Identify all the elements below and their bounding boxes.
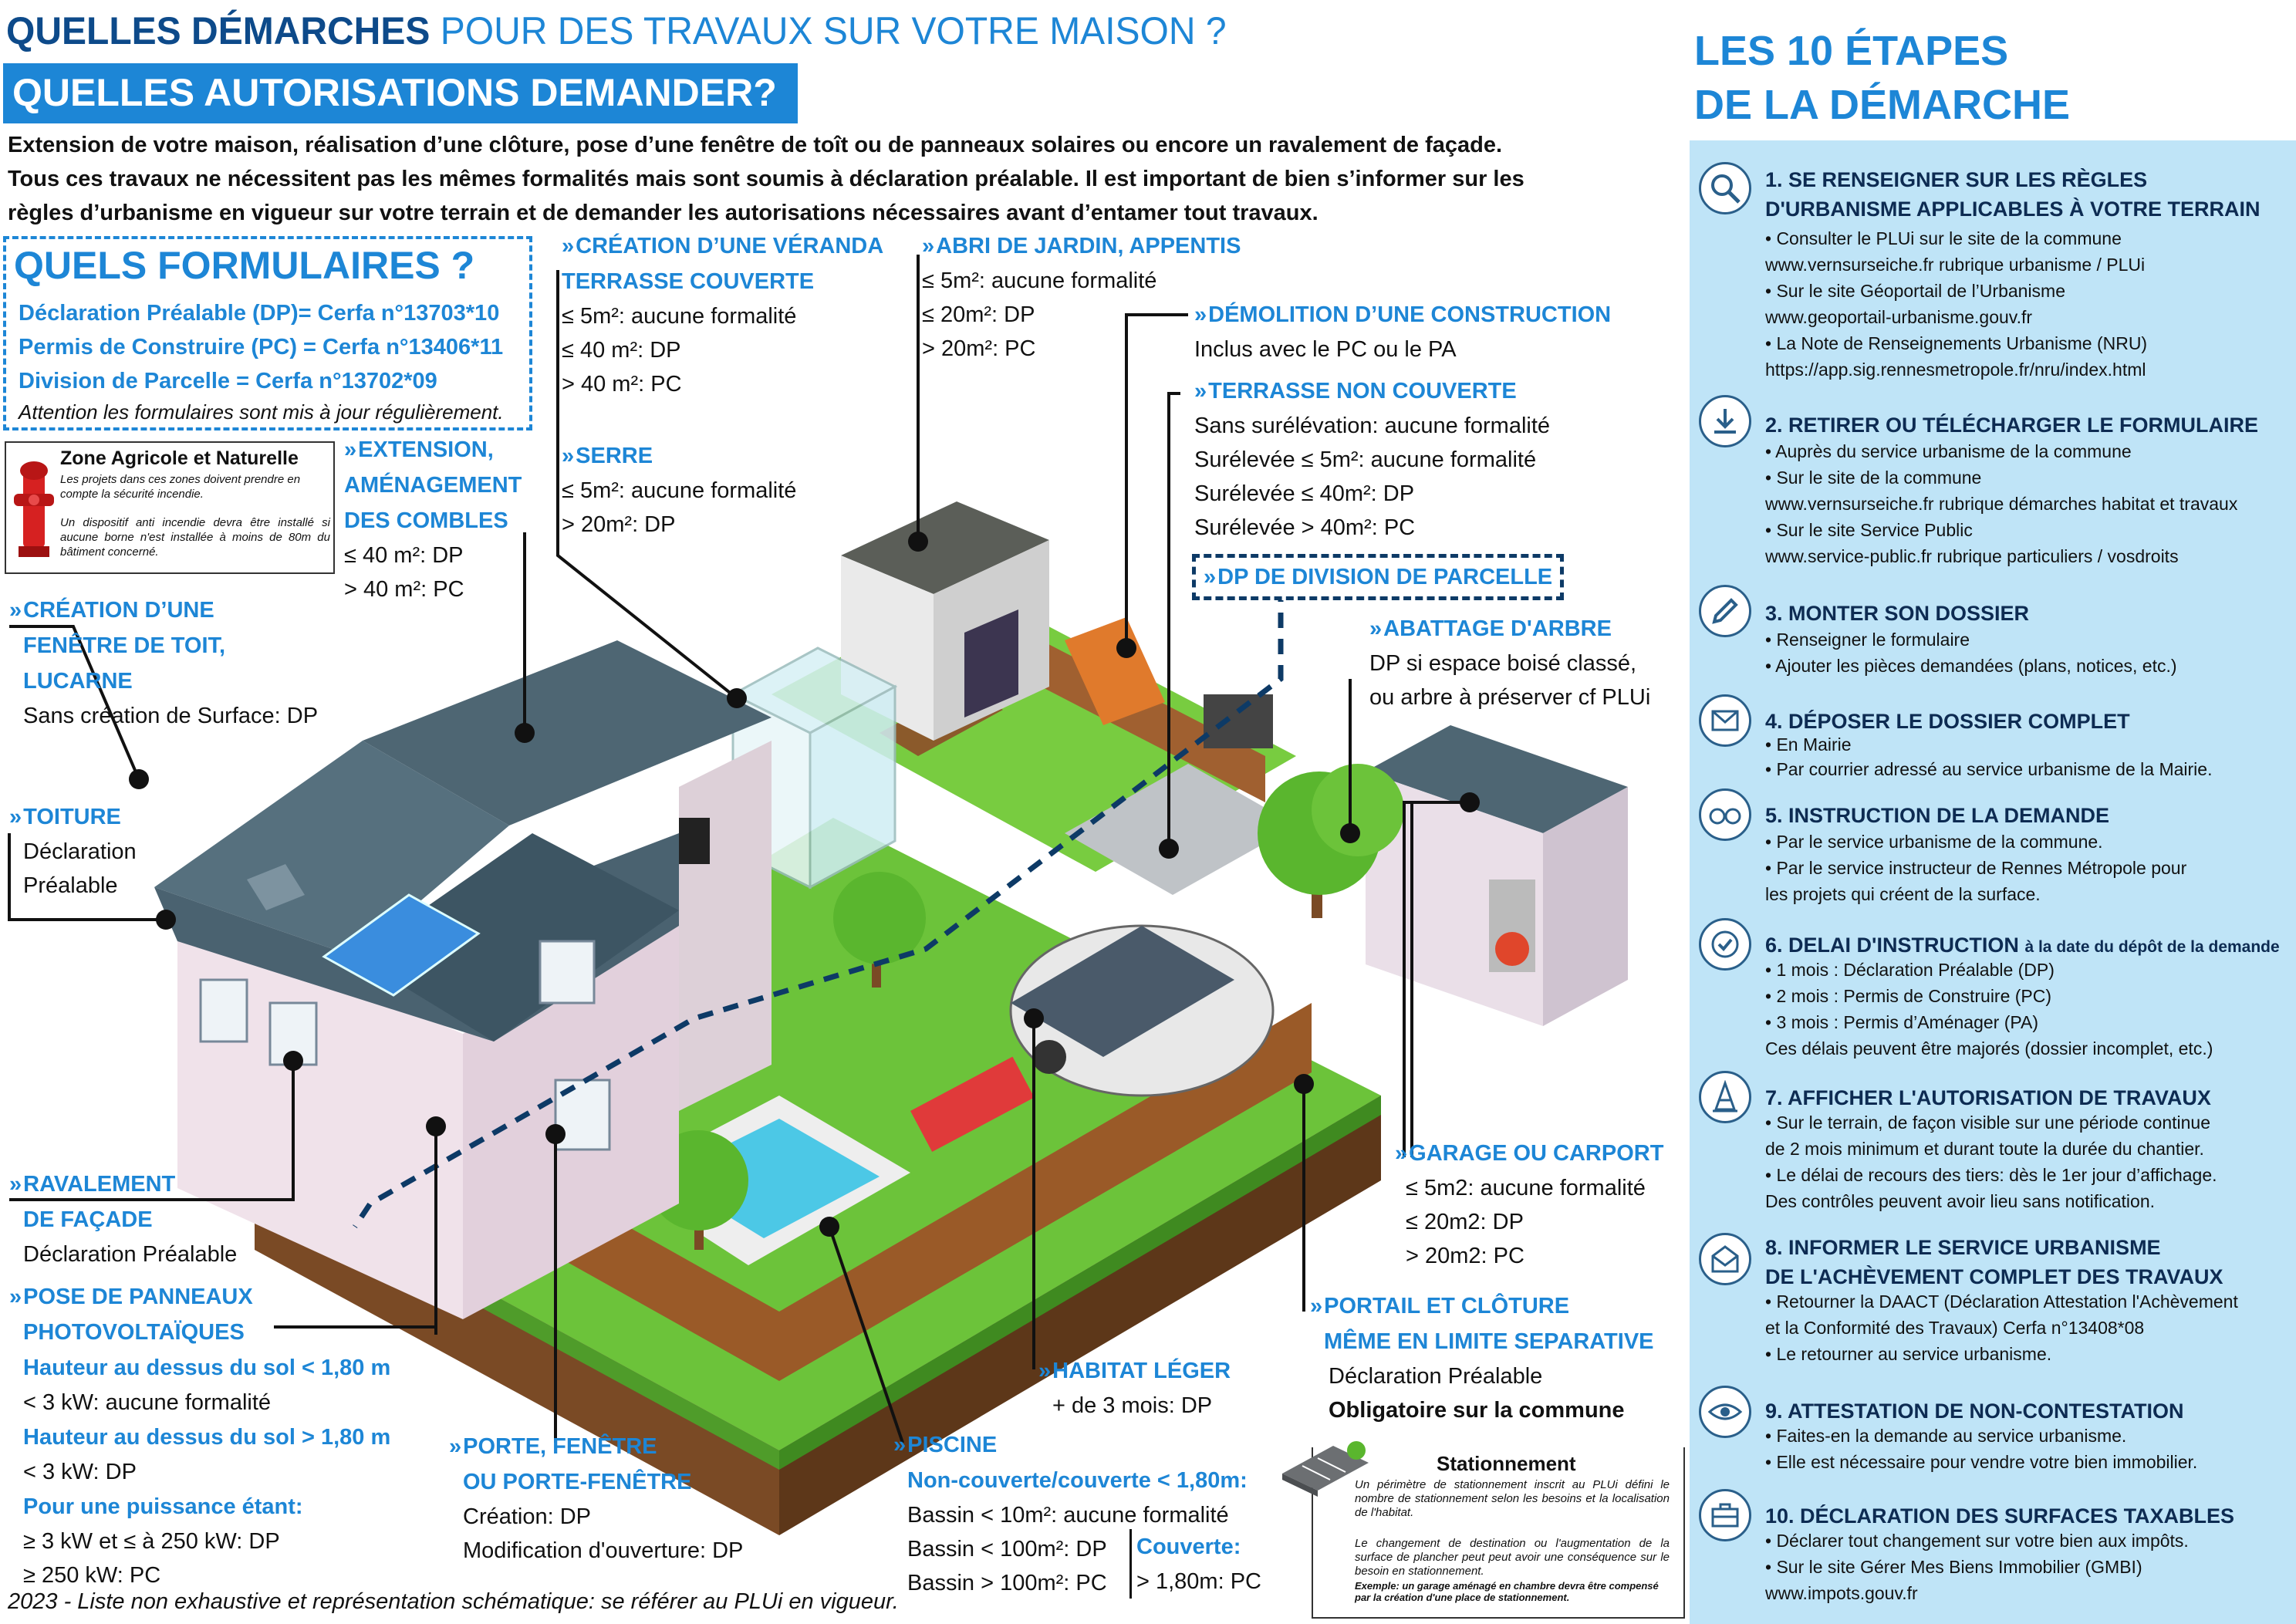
step-line: • 1 mois : Déclaration Préalable (DP): [1765, 960, 2055, 980]
label-title: PORTE, FENÊTRE: [463, 1434, 657, 1459]
step-line: Ces délais peuvent être majorés (dossier incomplet, etc.): [1765, 1038, 2213, 1058]
step-title: DE L'ACHÈVEMENT COMPLET DES TRAVAUX: [1765, 1265, 2223, 1288]
label-value: > 20m²: PC: [922, 336, 1036, 361]
label-value: Déclaration Préalable: [1329, 1364, 1543, 1389]
label-value: ≤ 20m²: DP: [922, 302, 1035, 327]
label-value: ≤ 20m2: DP: [1406, 1210, 1524, 1234]
label-title: GARAGE OU CARPORT: [1409, 1141, 1664, 1166]
pencil-icon: [1699, 585, 1751, 637]
label-value: Sans surélévation: aucune formalité: [1194, 414, 1551, 438]
cone-icon: [1699, 1071, 1751, 1123]
step-line: les projets qui créent de la surface.: [1765, 884, 2041, 904]
step-1: [1690, 162, 2296, 386]
step-line: • Renseigner le formulaire: [1765, 630, 1970, 650]
step-line: • Ajouter les pièces demandées (plans, notices, etc.): [1765, 656, 2177, 676]
label-subhead: Hauteur au dessus du sol < 1,80 m: [23, 1356, 391, 1380]
step-line: • Sur le terrain, de façon visible sur une période continue: [1765, 1112, 2210, 1133]
step-line: www.impots.gouv.fr: [1765, 1583, 1918, 1603]
label-subhead: Non-couverte/couverte < 1,80m:: [907, 1468, 1248, 1493]
label-title: CRÉATION D’UNE VÉRANDA: [576, 234, 884, 258]
label-value: ou arbre à préserver cf PLUi: [1369, 685, 1651, 710]
step-7: [1690, 1071, 2296, 1217]
step-line: • Déclarer tout changement sur votre bien aux impôts.: [1765, 1531, 2189, 1551]
step-3: [1690, 585, 2296, 685]
forms-line: Déclaration Préalable (DP)= Cerfa n°13703*10: [19, 301, 500, 326]
label-value: + de 3 mois: DP: [1052, 1393, 1213, 1418]
label-abattage: »ABATTAGE D'ARBRE DP si espace boisé classé, ou arbre à préserver cf PLUi: [1369, 611, 1650, 714]
label-value: > 20m2: PC: [1406, 1244, 1524, 1268]
step-line: https://app.sig.rennesmetropole.fr/nru/index.html: [1765, 360, 2146, 380]
step-line: • Sur le site Gérer Mes Biens Immobilier (GMBI): [1765, 1557, 2142, 1577]
step-8: [1690, 1233, 2296, 1372]
label-value-bold: Obligatoire sur la commune: [1329, 1398, 1625, 1423]
label-value: Modification d'ouverture: DP: [463, 1538, 744, 1563]
label-title: RAVALEMENT: [23, 1172, 176, 1197]
label-value: Sans création de Surface: DP: [23, 704, 319, 728]
step-title-text: 6. DELAI D'INSTRUCTION: [1765, 934, 2019, 957]
step-line: • Consulter le PLUi sur le site de la commune: [1765, 228, 2122, 248]
parking-text1: Un périmètre de stationnement inscrit au PLUi défini le nombre de stationnement selon les besoins et la localisation de l'habitat.: [1355, 1478, 1670, 1519]
intro-line: règles d’urbanisme en vigueur sur votre terrain et de demander les autorisations nécessaires avant d’entamer tout travaux.: [8, 201, 1319, 225]
label-value: Déclaration Préalable: [23, 1242, 238, 1267]
label-value: Bassin < 100m²: DP: [907, 1537, 1107, 1562]
step-6: [1690, 918, 2296, 1065]
label-value: Surélevée ≤ 5m²: aucune formalité: [1194, 447, 1537, 472]
step-line: www.vernsurseiche.fr rubrique urbanisme / PLUi: [1765, 255, 2146, 275]
label-panneaux: »POSE DE PANNEAUX PHOTOVOLTAÏQUES Hauteur au dessus du sol < 1,80 m < 3 kW: aucune formalité Hauteur au dessus du sol > 1,80 m < 3 kW: DP Pour une puissance étant: ≥ 3 kW et ≤ à 250 kW: DP ≥ 250 kW: PC: [9, 1279, 390, 1592]
step-line: • Le délai de recours des tiers: dès le 1er jour d’affichage.: [1765, 1165, 2217, 1185]
label-value: ≤ 5m²: aucune formalité: [562, 304, 797, 329]
parking-title: Stationnement: [1437, 1452, 1576, 1475]
label-toiture: »TOITURE Déclaration Préalable: [9, 799, 137, 903]
label-title: DES COMBLES: [344, 508, 508, 533]
step-line: www.vernsurseiche.fr rubrique démarches habitat et travaux: [1765, 494, 2238, 514]
label-title: TERRASSE NON COUVERTE: [1208, 379, 1517, 403]
label-garage: »GARAGE OU CARPORT ≤ 5m2: aucune formalité ≤ 20m2: DP > 20m2: PC: [1395, 1136, 1663, 1273]
subtitle: QUELLES AUTORISATIONS DEMANDER?: [12, 71, 777, 114]
briefcase-icon: [1699, 1489, 1751, 1541]
label-subhead: Hauteur au dessus du sol > 1,80 m: [23, 1425, 391, 1450]
label-value: DP si espace boisé classé,: [1369, 651, 1637, 676]
zone-text1: Les projets dans ces zones doivent prendre en compte la sécurité incendie.: [60, 473, 301, 501]
step-title: 1. SE RENSEIGNER SUR LES RÈGLES: [1765, 168, 2148, 191]
step-line: • Sur le site Service Public: [1765, 520, 1973, 540]
label-title: OU PORTE-FENÊTRE: [463, 1470, 692, 1494]
label-piscine-couverte: [1129, 1529, 1261, 1599]
step-line: • La Note de Renseignements Urbanisme (NRU): [1765, 333, 2148, 353]
label-value: Inclus avec le PC ou le PA: [1194, 337, 1457, 362]
label-serre: »SERRE ≤ 5m²: aucune formalité > 20m²: DP: [562, 438, 796, 542]
step-title: 7. AFFICHER L'AUTORISATION DE TRAVAUX: [1765, 1086, 2211, 1109]
sidebar-title-line: DE LA DÉMARCHE: [1694, 82, 2071, 128]
label-title: POSE DE PANNEAUX: [23, 1285, 253, 1309]
label-abri: »ABRI DE JARDIN, APPENTIS ≤ 5m²: aucune formalité ≤ 20m²: DP > 20m²: PC: [922, 228, 1241, 366]
label-value: Préalable: [23, 873, 118, 898]
step-2: [1690, 395, 2296, 571]
step-title: D'URBANISME APPLICABLES À VOTRE TERRAIN: [1765, 198, 2261, 221]
label-title: DP DE DIVISION DE PARCELLE: [1217, 565, 1553, 589]
step-line: www.service-public.fr rubrique particuliers / vosdroits: [1765, 546, 2179, 566]
step-line: • Elle est nécessaire pour vendre votre bien immobilier.: [1765, 1452, 2198, 1472]
check-icon: [1699, 918, 1751, 971]
step-10: [1690, 1489, 2296, 1612]
label-value: Bassin > 100m²: PC: [907, 1571, 1107, 1595]
envelope-icon: [1699, 694, 1751, 747]
step-line: et la Conformité des Travaux) Cerfa n°13408*08: [1765, 1318, 2145, 1338]
forms-title: QUELS FORMULAIRES ?: [14, 244, 475, 287]
label-fenetre-toit: »CRÉATION D’UNE FENÊTRE DE TOIT, LUCARNE Sans création de Surface: DP: [9, 593, 318, 733]
label-value: > 40 m²: PC: [344, 577, 464, 602]
step-5: [1690, 788, 2296, 912]
label-title: FENÊTRE DE TOIT,: [23, 633, 226, 658]
label-value: > 1,80m: PC: [1136, 1569, 1261, 1594]
step-line: • 2 mois : Permis de Construire (PC): [1765, 986, 2052, 1006]
label-title: MÊME EN LIMITE SEPARATIVE: [1324, 1329, 1654, 1354]
label-value: Bassin < 10m²: aucune formalité: [907, 1503, 1229, 1528]
forms-line: Permis de Construire (PC) = Cerfa n°13406*11: [19, 335, 504, 360]
label-terrasse: »TERRASSE NON COUVERTE Sans surélévation: aucune formalité Surélevée ≤ 5m²: aucune formalité Surélevée ≤ 40m²: DP Surélevée > 40m²: PC: [1194, 373, 1550, 545]
label-extension: »EXTENSION, AMÉNAGEMENT DES COMBLES ≤ 40 m²: DP > 40 m²: PC: [344, 432, 522, 606]
label-veranda: »CRÉATION D’UNE VÉRANDA TERRASSE COUVERTE ≤ 5m²: aucune formalité ≤ 40 m²: DP > 40 m²: PC: [562, 228, 883, 401]
step-title: 10. DÉCLARATION DES SURFACES TAXABLES: [1765, 1504, 2235, 1528]
label-ravalement: »RAVALEMENT DE FAÇADE Déclaration Préalable: [9, 1167, 237, 1271]
step-line: Des contrôles peuvent avoir lieu sans notification.: [1765, 1191, 2156, 1211]
label-title: PORTAIL ET CLÔTURE: [1324, 1294, 1570, 1318]
label-demolition: »DÉMOLITION D’UNE CONSTRUCTION Inclus avec le PC ou le PA: [1194, 297, 1611, 366]
label-title: DE FAÇADE: [23, 1207, 153, 1232]
label-division: »DP DE DIVISION DE PARCELLE: [1192, 554, 1564, 600]
label-value: < 3 kW: aucune formalité: [23, 1390, 272, 1415]
step-line: • Faites-en la demande au service urbanisme.: [1765, 1426, 2127, 1446]
glasses-icon: [1699, 788, 1751, 841]
label-habitat: »HABITAT LÉGER + de 3 mois: DP: [1038, 1353, 1231, 1423]
label-title: PHOTOVOLTAÏQUES: [23, 1320, 245, 1345]
label-value: ≤ 5m2: aucune formalité: [1406, 1176, 1646, 1200]
label-subhead: Couverte:: [1136, 1535, 1241, 1559]
label-piscine: »PISCINE Non-couverte/couverte < 1,80m: Bassin < 10m²: aucune formalité Bassin < 100m²: DP Bassin > 100m²: PC: [893, 1427, 1248, 1600]
label-title: SERRE: [576, 444, 653, 468]
label-value: ≥ 250 kW: PC: [23, 1563, 161, 1588]
label-title: CRÉATION D’UNE: [23, 598, 214, 623]
step-title: 8. INFORMER LE SERVICE URBANISME: [1765, 1236, 2161, 1259]
label-value: Création: DP: [463, 1504, 592, 1529]
intro-line: Extension de votre maison, réalisation d’une clôture, pose d’une fenêtre de toît ou de panneaux solaires ou encore un ravalement de façade.: [8, 133, 1503, 157]
forms-note: Attention les formulaires sont mis à jour régulièrement.: [19, 400, 504, 424]
step-line: • Sur le site Géoportail de l’Urbanisme: [1765, 281, 2066, 301]
title-rest: POUR DES TRAVAUX SUR VOTRE MAISON ?: [440, 9, 1227, 52]
step-line: • Par courrier adressé au service urbanisme de la Mairie.: [1765, 759, 2213, 779]
label-title: EXTENSION,: [358, 437, 494, 462]
step-line: de 2 mois minimum et durant toute la durée du chantier.: [1765, 1139, 2204, 1159]
step-line: • Par le service instructeur de Rennes Métropole pour: [1765, 858, 2187, 878]
label-value: Surélevée > 40m²: PC: [1194, 515, 1416, 540]
label-title: ABRI DE JARDIN, APPENTIS: [936, 234, 1241, 258]
label-title: DÉMOLITION D’UNE CONSTRUCTION: [1208, 302, 1612, 327]
title-bold: QUELLES DÉMARCHES: [6, 9, 430, 52]
zone-text2: Un dispositif anti incendie devra être installé si aucune borne n'est installée à moins de 80m du bâtiment concerné.: [60, 516, 330, 559]
label-title: AMÉNAGEMENT: [344, 473, 522, 498]
label-title: LUCARNE: [23, 669, 133, 694]
caravan: [1011, 926, 1273, 1096]
label-title: TERRASSE COUVERTE: [562, 269, 815, 294]
parking-text3: Exemple: un garage aménagé en chambre devra être compensé par la création d'une place de stationnement.: [1355, 1580, 1659, 1603]
step-title: 9. ATTESTATION DE NON-CONTESTATION: [1765, 1399, 2184, 1423]
step-9: [1690, 1386, 2296, 1478]
step-line: • Le retourner au service urbanisme.: [1765, 1344, 2052, 1364]
step-line: • Sur le site de la commune: [1765, 468, 1982, 488]
label-title: HABITAT LÉGER: [1052, 1359, 1231, 1383]
intro-line: Tous ces travaux ne nécessitent pas les mêmes formalités mais sont soumis à déclaration préalable. Il est important de bien s’informer sur les: [8, 167, 1524, 191]
zone-title: Zone Agricole et Naturelle: [60, 447, 299, 469]
step-line: • 3 mois : Permis d’Aménager (PA): [1765, 1012, 2039, 1032]
sidebar-title-line: LES 10 ÉTAPES: [1694, 28, 2009, 74]
mail-open-icon: [1699, 1233, 1751, 1285]
label-title: TOITURE: [23, 805, 121, 829]
label-portail: »PORTAIL ET CLÔTURE MÊME EN LIMITE SEPARATIVE Déclaration Préalable Obligatoire sur la commune: [1310, 1288, 1654, 1427]
step-line: • Par le service urbanisme de la commune.: [1765, 832, 2103, 852]
step-title: 5. INSTRUCTION DE LA DEMANDE: [1765, 804, 2110, 827]
step-4: [1690, 694, 2296, 787]
label-subhead: Pour une puissance étant:: [23, 1494, 303, 1519]
label-value: > 40 m²: PC: [562, 372, 682, 397]
label-value: ≤ 5m²: aucune formalité: [922, 268, 1157, 293]
parking-text2: Le changement de destination ou l'augmentation de la surface de plancher peut peut avoir une conséquence sur le besoin en stationnement.: [1355, 1537, 1670, 1578]
label-value: < 3 kW: DP: [23, 1460, 137, 1484]
footer-note: 2023 - Liste non exhaustive et représentation schématique: se référer au PLUi en vigueur.: [8, 1589, 899, 1614]
step-line: www.geoportail-urbanisme.gouv.fr: [1765, 307, 2033, 327]
label-porte: »PORTE, FENÊTRE OU PORTE-FENÊTRE Création: DP Modification d'ouverture: DP: [449, 1429, 743, 1568]
label-value: ≤ 5m²: aucune formalité: [562, 478, 797, 503]
label-title: PISCINE: [907, 1433, 998, 1457]
label-value: Déclaration: [23, 839, 137, 864]
step-line: • Retourner la DAACT (Déclaration Attestation l'Achèvement: [1765, 1291, 2238, 1312]
label-value: ≥ 3 kW et ≤ à 250 kW: DP: [23, 1529, 280, 1554]
eye-icon: [1699, 1386, 1751, 1438]
step-title: 2. RETIRER OU TÉLÉCHARGER LE FORMULAIRE: [1765, 414, 2259, 437]
sidebar-title: [1690, 15, 2106, 137]
download-icon: [1699, 395, 1751, 447]
label-value: > 20m²: DP: [562, 512, 676, 537]
label-value: ≤ 40 m²: DP: [562, 338, 681, 363]
magnifier-icon: [1699, 162, 1751, 214]
parking-box: [1312, 1447, 1685, 1619]
forms-line: Division de Parcelle = Cerfa n°13702*09: [19, 369, 437, 393]
step-line: • Auprès du service urbanisme de la commune: [1765, 441, 2132, 461]
barbecue: [1204, 694, 1273, 748]
label-value: Surélevée ≤ 40m²: DP: [1194, 481, 1415, 506]
step-title: 3. MONTER SON DOSSIER: [1765, 602, 2030, 625]
label-title: ABATTAGE D'ARBRE: [1383, 616, 1612, 641]
step-line: • En Mairie: [1765, 734, 1852, 755]
step-title-small: à la date du dépôt de la demande: [2024, 938, 2280, 956]
step-title: 4. DÉPOSER LE DOSSIER COMPLET: [1765, 710, 2130, 733]
label-value: ≤ 40 m²: DP: [344, 543, 464, 568]
